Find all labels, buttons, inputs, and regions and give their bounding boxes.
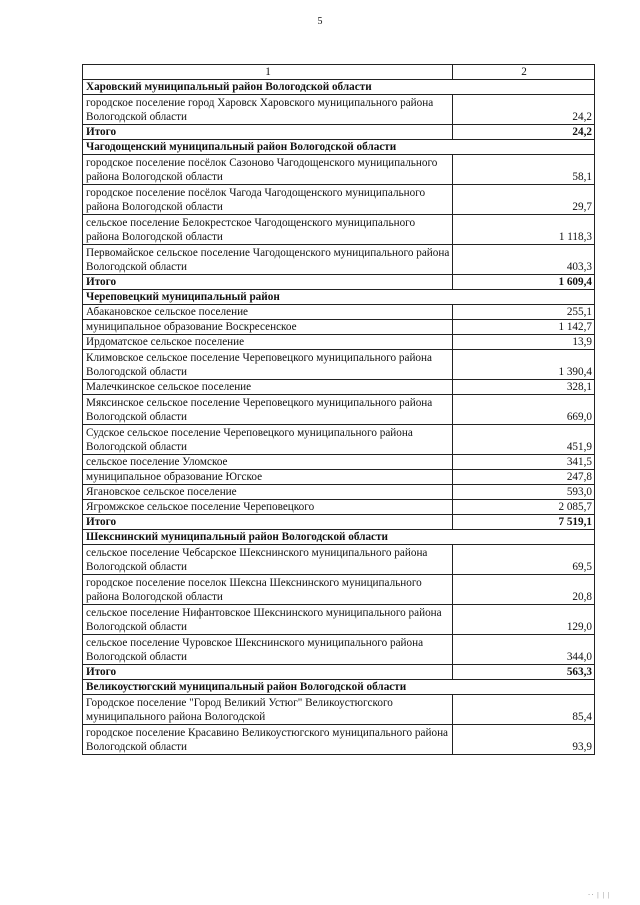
settlement-name: Ирдоматское сельское поселение bbox=[83, 335, 453, 350]
total-value: 563,3 bbox=[453, 665, 595, 680]
table-row bbox=[83, 545, 595, 575]
district-name: Чагодощенский муниципальный район Вологодской области bbox=[83, 140, 595, 155]
table-row bbox=[83, 575, 595, 605]
amount-value: 669,0 bbox=[453, 395, 595, 425]
district-name: Великоустюгский муниципальный район Вологодской области bbox=[83, 680, 595, 695]
table-row bbox=[83, 695, 595, 725]
amount-value: 247,8 bbox=[453, 470, 595, 485]
settlement-name: сельское поселение Уломское bbox=[83, 455, 453, 470]
settlement-name: сельское поселение Чебсарское Шекснинского муниципального района Вологодской области bbox=[83, 545, 453, 575]
settlement-name: сельское поселение Белокрестское Чагодощенского муниципального района Вологодской области bbox=[83, 215, 453, 245]
amount-value: 1 390,4 bbox=[453, 350, 595, 380]
column-header-1: 1 bbox=[83, 65, 453, 80]
allocation-table bbox=[82, 64, 595, 755]
section-header-row bbox=[83, 80, 595, 95]
table-body bbox=[83, 65, 595, 755]
table-row bbox=[83, 95, 595, 125]
amount-value: 403,3 bbox=[453, 245, 595, 275]
amount-value: 344,0 bbox=[453, 635, 595, 665]
settlement-name: городское поселение город Харовск Харовского муниципального района Вологодской области bbox=[83, 95, 453, 125]
total-label: Итого bbox=[83, 275, 453, 290]
table-row bbox=[83, 380, 595, 395]
amount-value: 1 142,7 bbox=[453, 320, 595, 335]
total-value: 24,2 bbox=[453, 125, 595, 140]
amount-value: 58,1 bbox=[453, 155, 595, 185]
table-row bbox=[83, 185, 595, 215]
settlement-name: городское поселение поселок Шексна Шекснинского муниципального района Вологодской области bbox=[83, 575, 453, 605]
table-row bbox=[83, 425, 595, 455]
table-row bbox=[83, 725, 595, 755]
table-row bbox=[83, 605, 595, 635]
total-label: Итого bbox=[83, 125, 453, 140]
table-row bbox=[83, 635, 595, 665]
amount-value: 1 118,3 bbox=[453, 215, 595, 245]
total-label: Итого bbox=[83, 665, 453, 680]
settlement-name: сельское поселение Чуровское Шекснинского муниципального района Вологодской области bbox=[83, 635, 453, 665]
table-row bbox=[83, 320, 595, 335]
settlement-name: муниципальное образование Воскресенское bbox=[83, 320, 453, 335]
amount-value: 255,1 bbox=[453, 305, 595, 320]
amount-value: 129,0 bbox=[453, 605, 595, 635]
table-row bbox=[83, 245, 595, 275]
amount-value: 24,2 bbox=[453, 95, 595, 125]
total-label: Итого bbox=[83, 515, 453, 530]
page-number: 5 bbox=[317, 16, 323, 27]
amount-value: 2 085,7 bbox=[453, 500, 595, 515]
settlement-name: сельское поселение Нифантовское Шекснинского муниципального района Вологодской области bbox=[83, 605, 453, 635]
amount-value: 20,8 bbox=[453, 575, 595, 605]
amount-value: 13,9 bbox=[453, 335, 595, 350]
section-header-row bbox=[83, 290, 595, 305]
amount-value: 93,9 bbox=[453, 725, 595, 755]
district-name: Шекснинский муниципальный район Вологодской области bbox=[83, 530, 595, 545]
settlement-name: городское поселение посёлок Чагода Чагодощенского муниципального района Вологодской области bbox=[83, 185, 453, 215]
district-name: Череповецкий муниципальный район bbox=[83, 290, 595, 305]
settlement-name: Климовское сельское поселение Череповецкого муниципального района Вологодской области bbox=[83, 350, 453, 380]
table-row bbox=[83, 215, 595, 245]
settlement-name: муниципальное образование Югское bbox=[83, 470, 453, 485]
table-row bbox=[83, 455, 595, 470]
settlement-name: Малечкинское сельское поселение bbox=[83, 380, 453, 395]
amount-value: 593,0 bbox=[453, 485, 595, 500]
section-header-row bbox=[83, 530, 595, 545]
table-row bbox=[83, 395, 595, 425]
amount-value: 451,9 bbox=[453, 425, 595, 455]
settlement-name: Городское поселение "Город Великий Устюг" Великоустюгского муниципального района Вологодской bbox=[83, 695, 453, 725]
table-row bbox=[83, 470, 595, 485]
table-row bbox=[83, 485, 595, 500]
settlement-name: Первомайское сельское поселение Чагодощенского муниципального района Вологодской области bbox=[83, 245, 453, 275]
amount-value: 85,4 bbox=[453, 695, 595, 725]
scan-mark: ·· | | | bbox=[587, 891, 610, 899]
amount-value: 341,5 bbox=[453, 455, 595, 470]
total-value: 7 519,1 bbox=[453, 515, 595, 530]
district-name: Харовский муниципальный район Вологодской области bbox=[83, 80, 595, 95]
total-row bbox=[83, 275, 595, 290]
table-header-row bbox=[83, 65, 595, 80]
amount-value: 69,5 bbox=[453, 545, 595, 575]
amount-value: 328,1 bbox=[453, 380, 595, 395]
table-row bbox=[83, 335, 595, 350]
total-row bbox=[83, 515, 595, 530]
amount-value: 29,7 bbox=[453, 185, 595, 215]
section-header-row bbox=[83, 140, 595, 155]
table-row bbox=[83, 500, 595, 515]
settlement-name: Абакановское сельское поселение bbox=[83, 305, 453, 320]
table-row bbox=[83, 305, 595, 320]
total-value: 1 609,4 bbox=[453, 275, 595, 290]
total-row bbox=[83, 665, 595, 680]
column-header-2: 2 bbox=[453, 65, 595, 80]
section-header-row bbox=[83, 680, 595, 695]
settlement-name: Мяксинское сельское поселение Череповецкого муниципального района Вологодской области bbox=[83, 395, 453, 425]
settlement-name: Ягановское сельское поселение bbox=[83, 485, 453, 500]
total-row bbox=[83, 125, 595, 140]
table-row bbox=[83, 155, 595, 185]
settlement-name: Судское сельское поселение Череповецкого муниципального района Вологодской области bbox=[83, 425, 453, 455]
settlement-name: городское поселение Красавино Великоустюгского муниципального района Вологодской области bbox=[83, 725, 453, 755]
settlement-name: Ягромжское сельское поселение Череповецкого bbox=[83, 500, 453, 515]
settlement-name: городское поселение посёлок Сазоново Чагодощенского муниципального района Вологодской области bbox=[83, 155, 453, 185]
table-row bbox=[83, 350, 595, 380]
